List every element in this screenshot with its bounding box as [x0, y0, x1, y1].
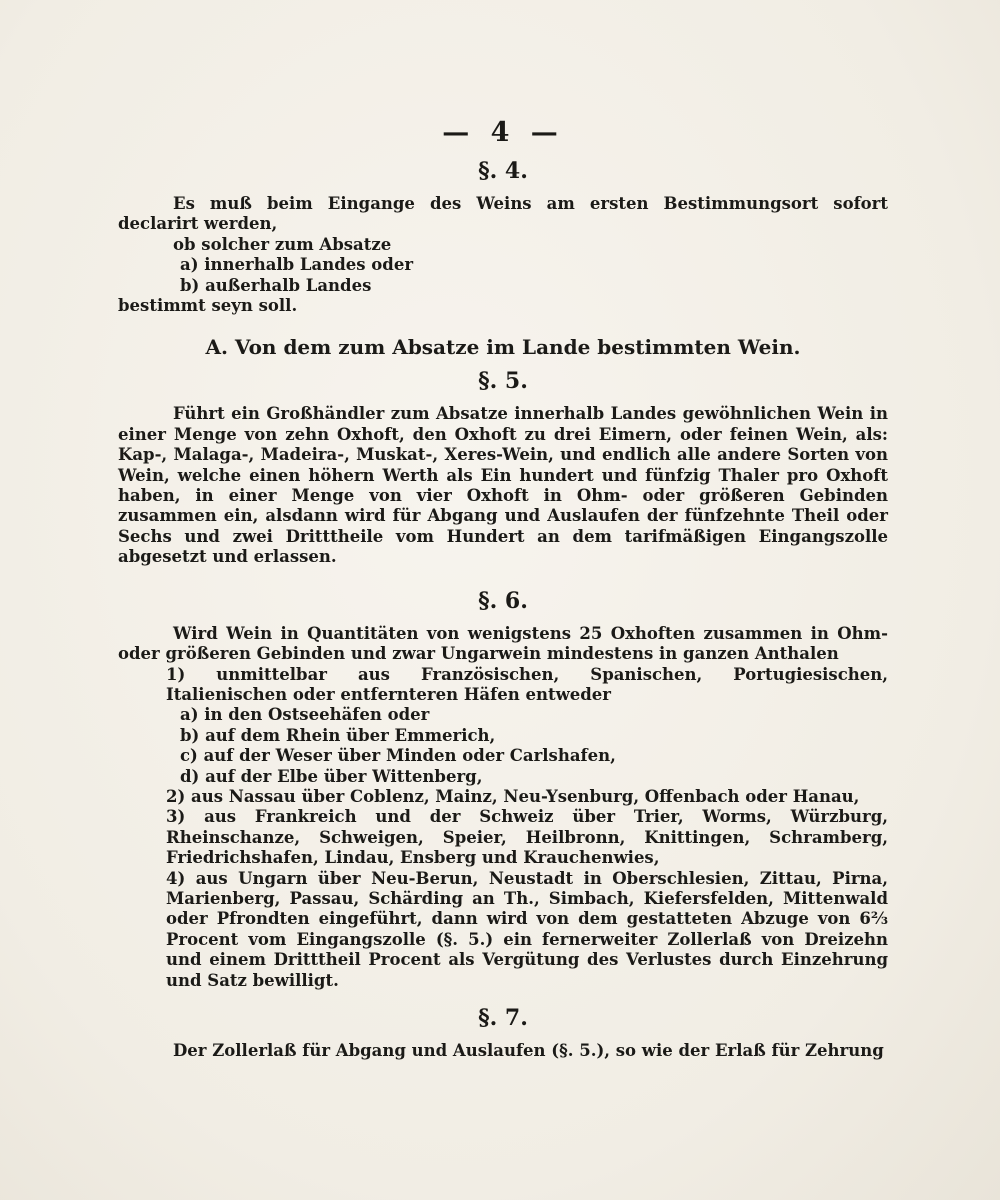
section-4-line: b) außerhalb Landes [180, 275, 372, 295]
section-6-item-2: 2) aus Nassau über Coblenz, Mainz, Neu-Ysenburg, Offenbach oder Hanau, [166, 786, 860, 806]
section-4-line: ob solcher zum Absatze [173, 234, 392, 254]
section-6-item-4: 4) aus Ungarn über Neu-Berun, Neustadt in Oberschlesien, Zittau, Pirna, Marienberg, Passau, Schärding an Th., Simbach, Kiefersfelden, Mittenwald oder Pfrondten eingeführt, dann wird von dem gestatteten Abzuge von 6⅔ Procent vom Eingangszolle (§. 5.) ein fernerweiter Zollerlaß von Dreizehn und einem Dritttheil Procent als Vergütung des Verlustes durch Einzehrung und Satz bewilligt. [166, 868, 888, 990]
section-6-item-1-sub: a) in den Ostseehäfen oder [180, 705, 430, 725]
section-5-text: Führt ein Großhändler zum Absatze innerhalb Landes gewöhnlichen Wein in einer Menge von zehn Oxhoft, den Oxhoft zu drei Eimern, oder feinen Wein, als: Kap-, Malaga-, Madeira-, Muskat-, Xeres-Wein, und endlich alle andere Sorten von Wein, welche einen höhern Werth als Ein hundert und fünfzig Thaler pro Oxhoft haben, in einer Menge von vier Oxhoft in Ohm- oder größeren Gebinden zusammen ein, alsdann wird für Abgang und Auslaufen der fünfzehnte Theil oder Sechs und zwei Dritttheile vom Hundert an dem tarifmäßigen Eingangszolle abgesetzt und erlassen. [118, 404, 888, 567]
section-7-header: §. 7. [478, 1005, 528, 1031]
section-6-item-1: 1) unmittelbar aus Französischen, Spanischen, Portugiesischen, Italienischen oder entfernteren Häfen entweder [166, 664, 888, 704]
section-7-text: Der Zollerlaß für Abgang und Auslaufen (§. 5.), so wie der Erlaß für Zehrung [173, 1041, 884, 1060]
heading-a: A. Von dem zum Absatze im Lande bestimmten Wein. [205, 335, 801, 360]
page-content [118, 118, 888, 1061]
section-4-line: bestimmt seyn soll. [118, 296, 298, 316]
section-4-header: §. 4. [478, 158, 528, 184]
section-6-header: §. 6. [478, 587, 528, 614]
section-6-item-1-sub: b) auf dem Rhein über Emmerich, [180, 725, 496, 745]
section-4-line: a) innerhalb Landes oder [180, 255, 414, 275]
section-6-intro: Wird Wein in Quantitäten von wenigstens 25 Oxhoften zusammen in Ohm- oder größeren Gebinden und zwar Ungarwein mindestens in ganzen Anthalen [118, 623, 888, 664]
page-number: — 4 — [442, 117, 564, 148]
section-6-item-3: 3) aus Frankreich und der Schweiz über Trier, Worms, Würzburg, Rheinschanze, Schweigen, Speier, Heilbronn, Knittingen, Schramberg, Friedrichshafen, Lindau, Ensberg und Krauchenwies, [166, 807, 888, 868]
section-6-item-1-sub: d) auf der Elbe über Wittenberg, [180, 766, 483, 786]
section-5-header: §. 5. [478, 368, 528, 395]
section-6-item-1-sub: c) auf der Weser über Minden oder Carlshafen, [180, 746, 616, 766]
section-4-line: Es muß beim Eingange des Weins am ersten Bestimmungsort sofort declarirt werden, [118, 194, 888, 234]
